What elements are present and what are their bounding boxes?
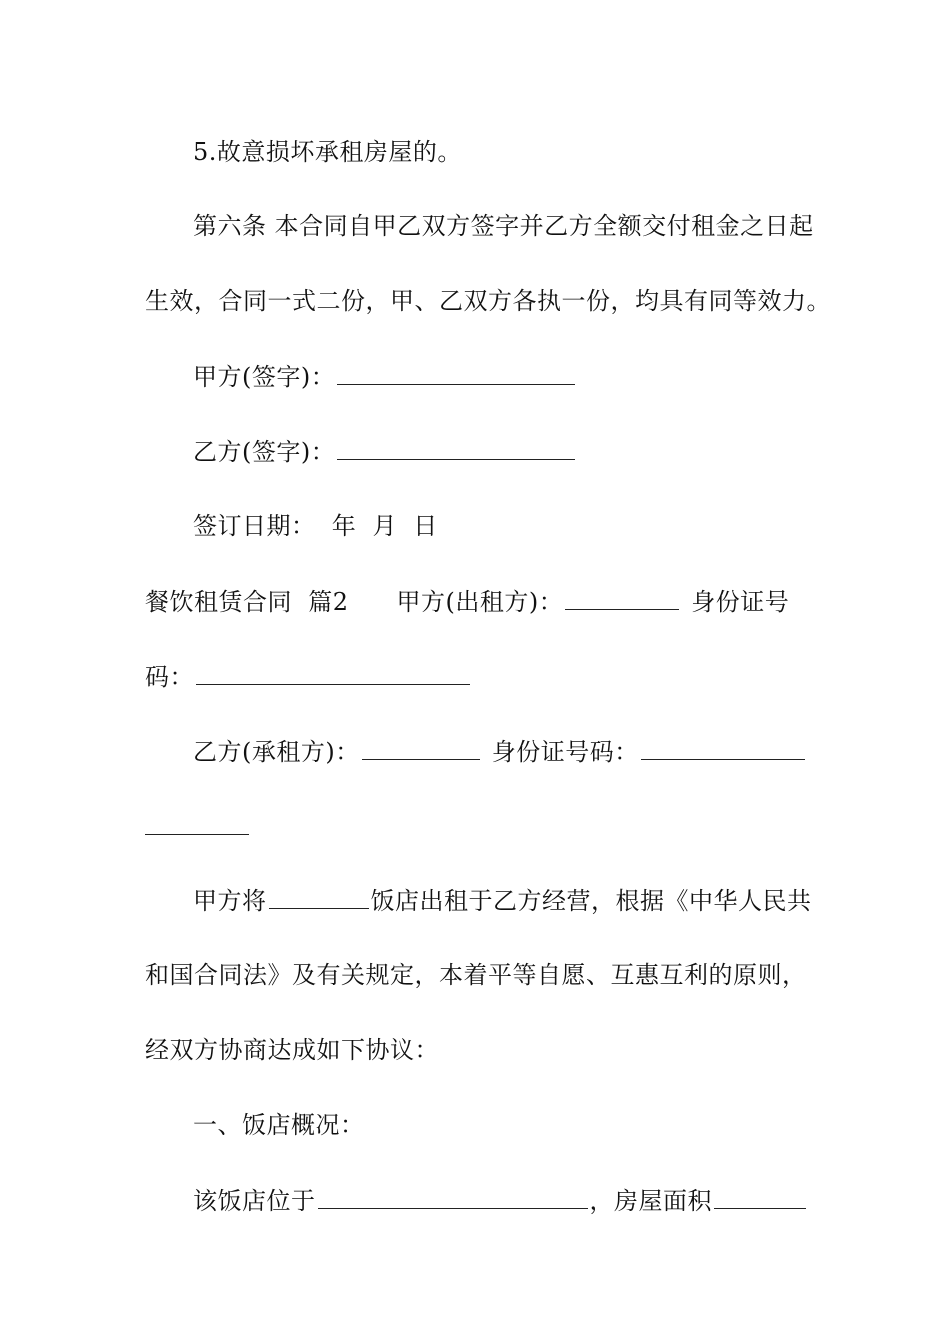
- party-a-signature-label: 甲方(签字)：: [193, 363, 336, 391]
- party-b-signature-blank: [337, 435, 575, 460]
- lessee-id-cont-line: [145, 810, 810, 843]
- intro-line3: [145, 1034, 810, 1066]
- article-6-line1: [193, 210, 814, 242]
- contract-2-header-line: [145, 585, 810, 618]
- party-a-signature-line: [193, 360, 810, 393]
- intro-line2: [145, 959, 810, 991]
- intro-text-3: 经双方协商达成如下协议：: [145, 1036, 439, 1064]
- location-label: 该饭店位于: [193, 1187, 316, 1215]
- party-b-signature-line: [193, 435, 810, 468]
- lessee-id-label: 身份证号码：: [491, 738, 639, 766]
- contract-2-title: 餐饮租赁合同 篇2: [145, 588, 349, 616]
- clause-5-text: [193, 136, 810, 168]
- intro-text-1a: 甲方将: [193, 887, 267, 915]
- party-a-signature-blank: [337, 360, 575, 385]
- party-b-signature-label: 乙方(签字)：: [193, 438, 336, 466]
- lessee-label: 乙方(承租方)：: [193, 738, 360, 766]
- lessor-id-blank: [196, 660, 470, 685]
- lessor-id-label: 身份证号: [691, 588, 790, 616]
- signing-date-label: 签订日期： 年 月 日: [193, 512, 438, 540]
- clause-5-label: 5.故意损坏承租房屋的。: [193, 138, 462, 166]
- article-6-line2: [145, 285, 831, 317]
- lessee-id-blank-cont: [145, 810, 249, 835]
- intro-text-2: 和国合同法》及有关规定，本着平等自愿、互惠互利的原则，: [145, 961, 807, 989]
- lessor-name-blank: [565, 585, 679, 610]
- lessor-id-label-cont: 码：: [145, 663, 194, 691]
- lessor-id-line: [145, 660, 810, 693]
- section-1-heading: 一、饭店概况：: [193, 1111, 365, 1139]
- lessee-line: [193, 735, 810, 768]
- area-blank: [714, 1184, 806, 1209]
- lessee-name-blank: [362, 735, 480, 760]
- section-1-heading-line: [193, 1109, 810, 1141]
- article-6-text-2: 生效，合同一式二份，甲、乙双方各执一份，均具有同等效力。: [145, 287, 831, 315]
- article-6-text-1: 第六条 本合同自甲乙双方签字并乙方全额交付租金之日起: [193, 212, 814, 240]
- restaurant-name-blank: [269, 884, 369, 909]
- signing-date-line: [193, 510, 810, 542]
- location-blank: [318, 1184, 588, 1209]
- restaurant-location-line: [193, 1184, 810, 1217]
- intro-text-1b: 饭店出租于乙方经营，根据《中华人民共: [370, 887, 812, 915]
- intro-line1: [193, 884, 810, 917]
- lessee-id-blank: [641, 735, 805, 760]
- lessor-label: 甲方(出租方)：: [396, 588, 564, 616]
- area-label: ，房屋面积: [589, 1187, 712, 1215]
